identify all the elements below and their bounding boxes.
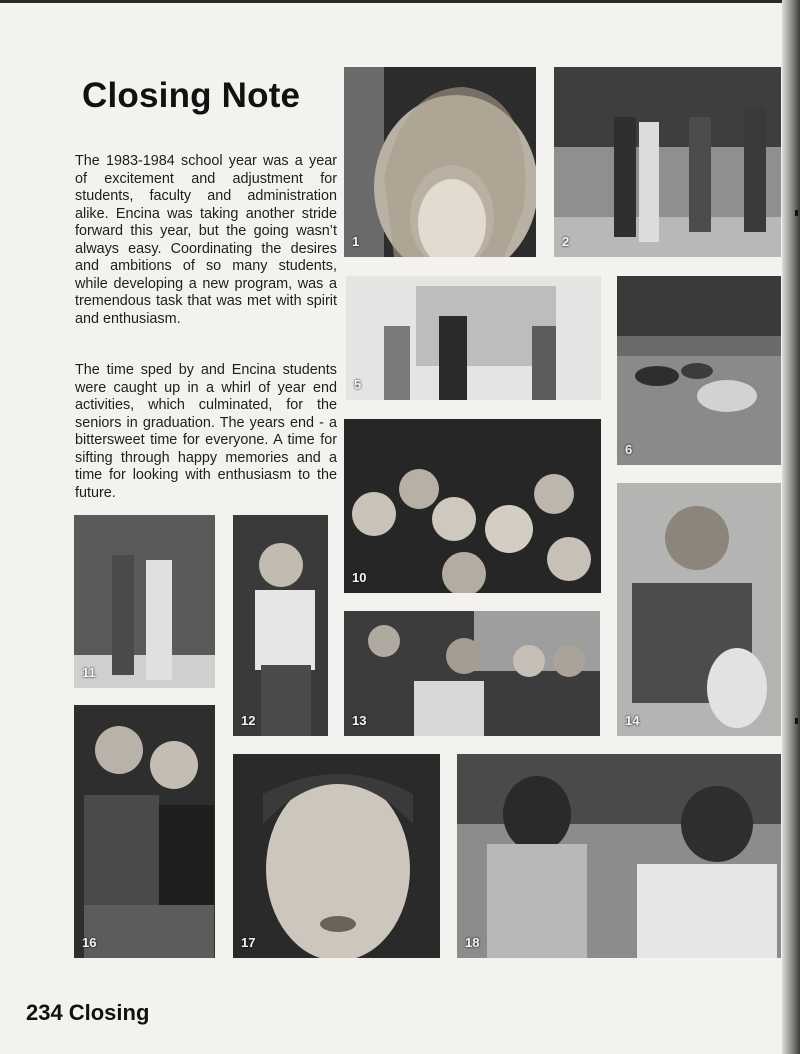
photo-16	[74, 705, 215, 958]
photo-13-image	[344, 611, 600, 736]
binding-mark	[795, 210, 798, 216]
photo-5-image	[346, 276, 601, 400]
binding-mark	[795, 718, 798, 724]
photo-2-image	[554, 67, 781, 257]
photo-10	[344, 419, 601, 593]
body-paragraph-1: The 1983-1984 school year was a year of excitement and adjustment for students, faculty and administration alike. Encina was taking another stride forward this year, but the going wasn’t always easy. Coordinating the desires and ambitions of so many students, while developing a new program, was a tremendous task that was met with spirit and enthusiasm.	[75, 153, 337, 327]
photo-14	[617, 483, 781, 736]
photo-number: 6	[625, 442, 633, 457]
photo-17	[233, 754, 440, 958]
photo-12-image	[233, 515, 328, 736]
page-title: Closing Note	[82, 76, 301, 115]
body-paragraph-2: The time sped by and Encina students were caught up in a whirl of year end activities, which culminated, for the seniors in graduation. The years end - a bittersweet time for everyone. A time for sifting through happy memories and a time for looking with enthusiasm to the future.	[75, 362, 337, 501]
photo-12	[233, 515, 328, 736]
page-binding-shadow	[782, 0, 800, 1054]
photo-10-image	[344, 419, 601, 593]
photo-number: 11	[82, 665, 96, 680]
photo-11	[74, 515, 215, 688]
photo-number: 13	[352, 713, 367, 728]
page-number: 234	[26, 1000, 63, 1025]
photo-number: 16	[82, 935, 97, 950]
section-name: Closing	[68, 1000, 150, 1025]
photo-17-image	[233, 754, 440, 958]
photo-number: 17	[241, 935, 256, 950]
photo-1	[344, 67, 536, 257]
photo-6-image	[617, 276, 781, 465]
photo-18	[457, 754, 781, 958]
page-footer	[26, 1000, 149, 1026]
page-top-edge	[0, 0, 800, 3]
photo-14-image	[617, 483, 781, 736]
photo-number: 18	[465, 935, 480, 950]
photo-number: 5	[354, 377, 362, 392]
photo-18-image	[457, 754, 781, 958]
photo-6	[617, 276, 781, 465]
photo-2	[554, 67, 781, 257]
photo-number: 1	[352, 234, 360, 249]
photo-number: 12	[241, 713, 256, 728]
photo-number: 2	[562, 234, 570, 249]
photo-11-image	[74, 515, 215, 688]
photo-number: 14	[625, 713, 640, 728]
photo-5	[346, 276, 601, 400]
photo-13	[344, 611, 600, 736]
photo-1-image	[344, 67, 536, 257]
photo-16-image	[74, 705, 215, 958]
photo-number: 10	[352, 570, 367, 585]
